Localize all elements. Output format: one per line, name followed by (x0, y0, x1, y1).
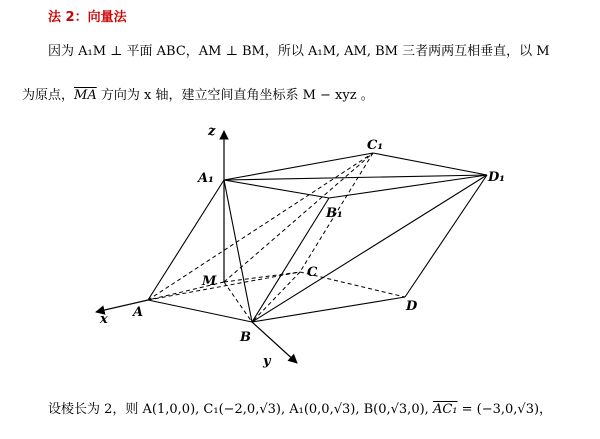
label-D: D (406, 299, 418, 314)
text-line-3 (48, 398, 552, 417)
label-A: A (133, 305, 144, 320)
vector-AC1: AC₁ (432, 402, 458, 417)
y-axis (252, 322, 297, 363)
label-M: M (202, 274, 217, 289)
label-A1: A₁ (198, 171, 214, 186)
text-line-3-part-b: = (−3,0,√3)， (457, 402, 553, 417)
label-C: C (307, 265, 318, 280)
text-line-1: 因为 A₁M ⊥ 平面 ABC，AM ⊥ BM，所以 A₁M, AM, BM 三者两两互相垂直，以 M (48, 44, 550, 59)
label-y: y (263, 354, 271, 369)
label-D1: D₁ (488, 170, 505, 185)
text-line-2-part-a: 为原点， (22, 88, 75, 103)
text-line-3-part-a: 设棱长为 2，则 A(1,0,0), C₁(−2,0,√3), A₁(0,0,√3), B(0,√3,0), (48, 402, 433, 417)
label-x: x (100, 312, 108, 327)
vector-MA: $\overline{MA}$ (74, 88, 97, 103)
label-B: B (240, 330, 251, 345)
label-B1: B₁ (326, 206, 343, 221)
label-C1: C₁ (367, 138, 384, 153)
text-line-2-part-b: 方向为 x 轴，建立空间直角坐标系 M − xyz 。 (96, 88, 374, 103)
label-z: z (208, 124, 216, 139)
dashed-edges (148, 153, 405, 322)
solution-heading: 法 2：向量法 (48, 10, 127, 25)
